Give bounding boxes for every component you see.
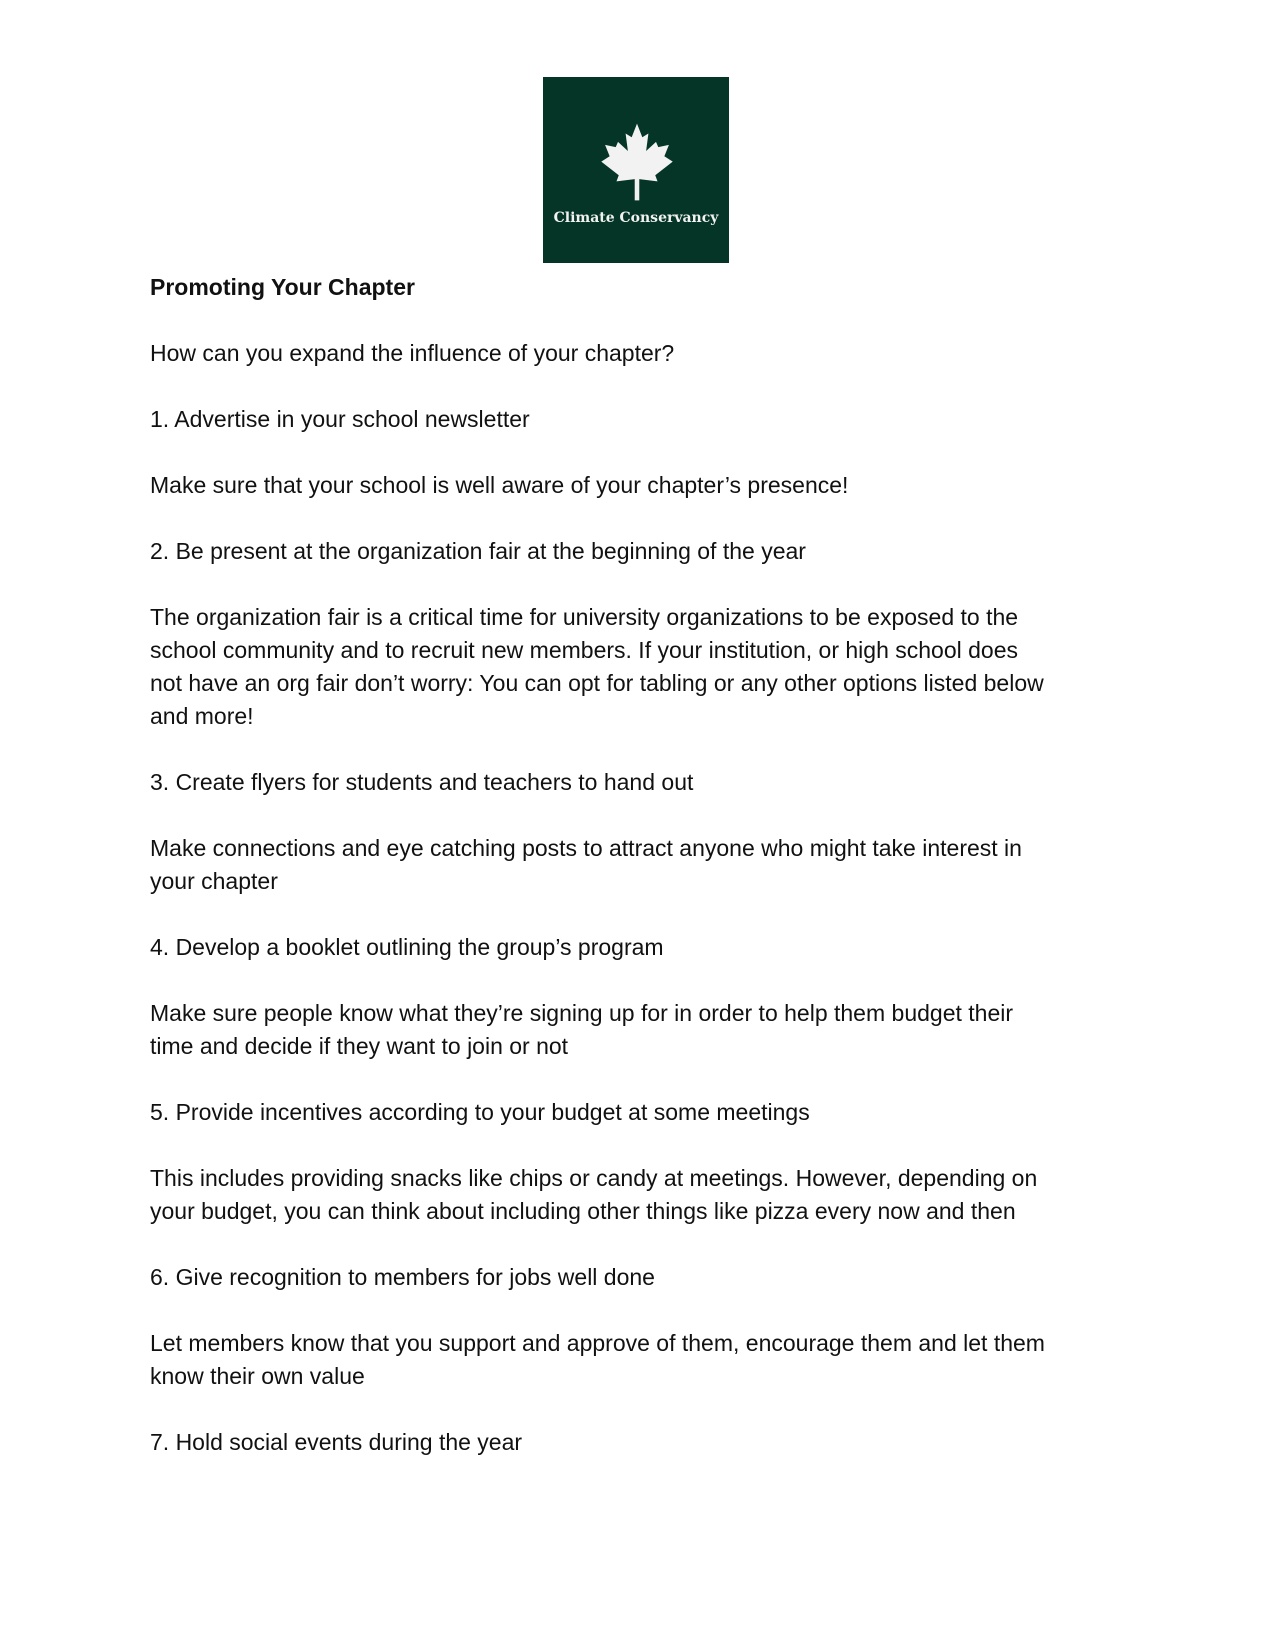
item-5-body	[150, 1162, 1130, 1228]
document-title: Promoting Your Chapter	[150, 274, 415, 300]
item-1-body	[150, 469, 1130, 502]
maple-leaf-icon	[599, 122, 675, 202]
body-line: school community and to recruit new members. If your institution, or high school does	[150, 637, 1019, 663]
item-4-heading: 4. Develop a booklet outlining the group’s program	[150, 934, 664, 960]
body-line: This includes providing snacks like chips or candy at meetings. However, depending on	[150, 1165, 1038, 1191]
body-line: know their own value	[150, 1363, 365, 1389]
item-6-body	[150, 1327, 1130, 1393]
body-line: Make sure people know what they’re signing up for in order to help them budget their	[150, 1000, 1014, 1026]
body-line: Make connections and eye catching posts to attract anyone who might take interest in	[150, 835, 1022, 861]
body-line: your budget, you can think about including other things like pizza every now and then	[150, 1198, 1016, 1224]
body-line: Let members know that you support and approve of them, encourage them and let them	[150, 1330, 1045, 1356]
item-2-heading: 2. Be present at the organization fair at the beginning of the year	[150, 538, 806, 564]
body-line: and more!	[150, 703, 254, 729]
body-line: your chapter	[150, 868, 278, 894]
document-body	[150, 271, 1130, 1492]
item-6-heading: 6. Give recognition to members for jobs well done	[150, 1264, 655, 1290]
item-3-body	[150, 832, 1130, 898]
climate-conservancy-logo	[543, 77, 729, 263]
logo-text: Climate Conservancy	[553, 210, 719, 226]
intro-question: How can you expand the influence of your chapter?	[150, 340, 675, 366]
body-line: The organization fair is a critical time for university organizations to be exposed to the	[150, 604, 1019, 630]
item-2-body	[150, 601, 1130, 733]
item-5-heading: 5. Provide incentives according to your budget at some meetings	[150, 1099, 810, 1125]
item-3-heading: 3. Create flyers for students and teachers to hand out	[150, 769, 694, 795]
item-4-body	[150, 997, 1130, 1063]
item-1-heading: 1. Advertise in your school newsletter	[150, 406, 530, 432]
body-line: Make sure that your school is well aware of your chapter’s presence!	[150, 472, 849, 498]
body-line: time and decide if they want to join or not	[150, 1033, 569, 1059]
body-line: not have an org fair don’t worry: You can opt for tabling or any other options listed below	[150, 670, 1044, 696]
item-7-heading: 7. Hold social events during the year	[150, 1429, 523, 1455]
